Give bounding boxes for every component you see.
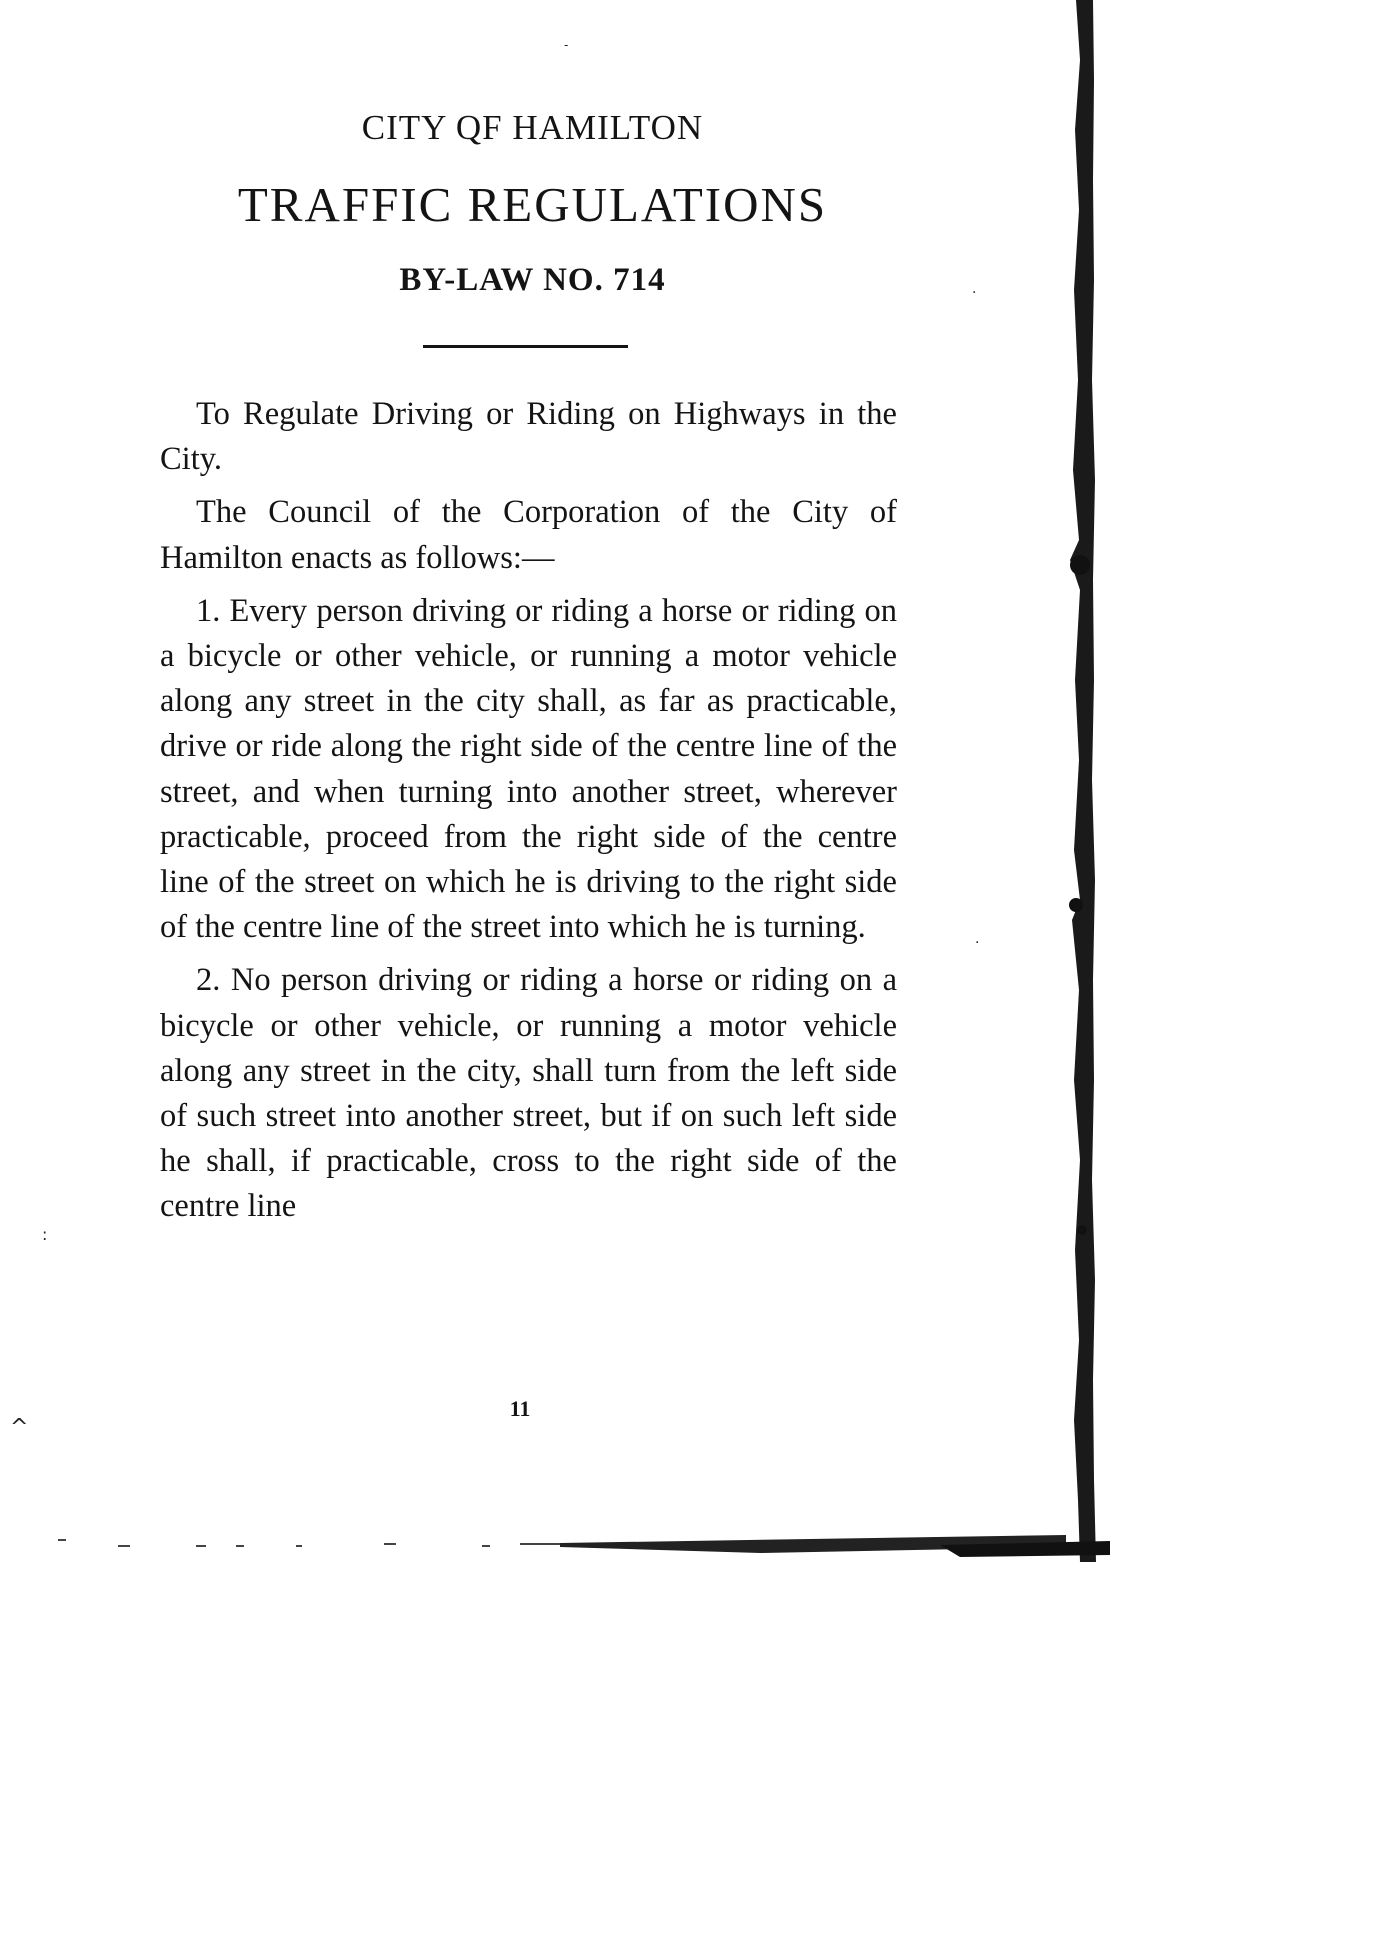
city-heading: CITY QF HAMILTON [361, 108, 704, 147]
scan-speck: ^ [10, 1415, 29, 1440]
enactment-paragraph: The Council of the Corporation of the City of Hamilton enacts as follows:— [160, 494, 897, 576]
scan-edge-border [1066, 0, 1110, 1562]
title-divider [423, 345, 628, 348]
section-1-paragraph: 1. Every person driving or riding a horse or riding on a bicycle or other vehicle, or running a motor vehicle along any street in the city shall, as far as practicable, drive or ride along the right side of the centre line of the street, and when turning into another street, wherever practicable, proceed from the right side of the centre line of the street on which he is driving to the right side of the centre line of the street into which he is turning. [160, 592, 897, 946]
scan-speck: : [42, 1225, 48, 1244]
bylaw-number: BY-LAW NO. 714 [399, 262, 666, 298]
page-number: 11 [509, 1396, 531, 1421]
preamble-paragraph: To Regulate Driving or Riding on Highways in the City. [160, 396, 897, 478]
scan-speck: · [972, 285, 977, 301]
scan-bottom-noise [0, 1525, 1110, 1562]
scan-speck: - [564, 38, 569, 52]
document-title: TRAFFIC REGULATIONS [237, 177, 828, 232]
scan-speck: · [975, 935, 980, 951]
bylaw-body [160, 392, 897, 1238]
section-2-paragraph: 2. No person driving or riding a horse or riding on a bicycle or other vehicle, or running a motor vehicle along any street in the city, shall turn from the left side of such street into another street, but if on such left side he shall, if practicable, cross to the right side of the centre line [160, 962, 897, 1225]
